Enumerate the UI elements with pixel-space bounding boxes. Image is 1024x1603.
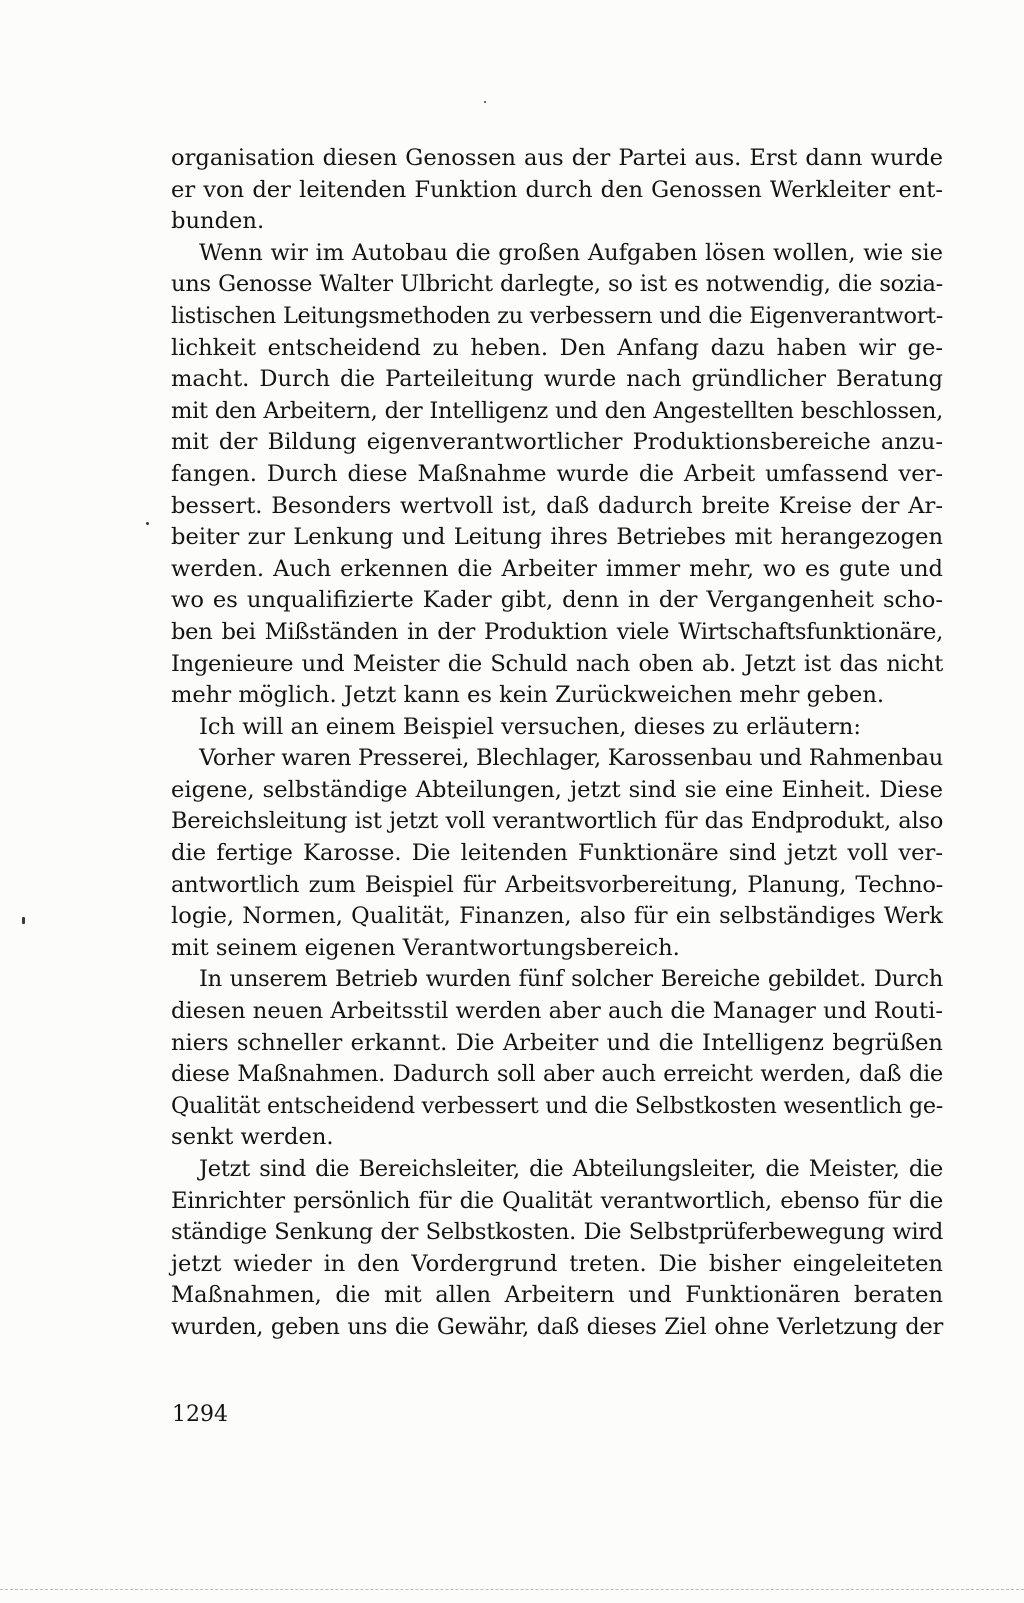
text-line: In unserem Betrieb wurden fünf solcher Bereiche gebildet. Durch	[199, 966, 943, 993]
text-line: werden. Auch erkennen die Arbeiter immer mehr, wo es gute und	[171, 555, 943, 582]
text-line: mit der Bildung eigenverantwortlicher Produktionsbereiche anzu-	[171, 429, 943, 456]
text-line: ständige Senkung der Selbstkosten. Die Selbstprüferbewegung wird	[171, 1219, 943, 1246]
text-line: fangen. Durch diese Maßnahme wurde die Arbeit umfassend ver-	[171, 460, 943, 487]
text-line: die fertige Karosse. Die leitenden Funktionäre sind jetzt voll ver-	[171, 840, 943, 867]
text-line: lichkeit entscheidend zu heben. Den Anfang dazu haben wir ge-	[171, 334, 943, 361]
ink-speck	[146, 522, 149, 525]
text-line: diesen neuen Arbeitsstil werden aber auch die Manager und Routi-	[171, 998, 943, 1025]
text-line: wurden, geben uns die Gewähr, daß dieses Ziel ohne Verletzung der	[171, 1313, 943, 1340]
text-line: niers schneller erkannt. Die Arbeiter und die Intelligenz begrüßen	[171, 1029, 943, 1056]
scan-edge-line	[0, 1589, 1024, 1591]
text-line: logie, Normen, Qualität, Finanzen, also für ein selbständiges Werk	[171, 903, 943, 930]
text-line: ben bei Mißständen in der Produktion viele Wirtschaftsfunktionäre,	[171, 618, 943, 645]
text-line: bessert. Besonders wertvoll ist, daß dadurch breite Kreise der Ar-	[171, 492, 943, 519]
text-line: macht. Durch die Parteileitung wurde nach gründlicher Beratung	[171, 366, 943, 393]
text-line: organisation diesen Genossen aus der Partei aus. Erst dann wurde	[171, 145, 943, 171]
text-line: Ich will an einem Beispiel versuchen, dieses zu erläutern:	[199, 713, 861, 740]
page-number: 1294	[172, 1402, 228, 1427]
ink-speck	[484, 101, 486, 103]
text-line: mit seinem eigenen Verantwortungsbereich.	[171, 934, 680, 961]
text-line: Qualität entscheidend verbessert und die Selbstkosten wesentlich ge-	[171, 1092, 943, 1119]
text-line: jetzt wieder in den Vordergrund treten. Die bisher eingeleiteten	[171, 1250, 943, 1277]
text-line: listischen Leitungsmethoden zu verbessern und die Eigenverantwort-	[171, 302, 943, 329]
text-line: eigene, selbständige Abteilungen, jetzt sind sie eine Einheit. Diese	[171, 776, 943, 803]
text-line: Wenn wir im Autobau die großen Aufgaben lösen wollen, wie sie	[199, 239, 943, 266]
text-line: Bereichsleitung ist jetzt voll verantwortlich für das Endprodukt, also	[171, 808, 943, 835]
text-line: antwortlich zum Beispiel für Arbeitsvorbereitung, Planung, Techno-	[171, 871, 943, 898]
ink-speck	[22, 917, 25, 924]
text-line: beiter zur Lenkung und Leitung ihres Betriebes mit herangezogen	[171, 524, 943, 551]
text-line: diese Maßnahmen. Dadurch soll aber auch erreicht werden, daß die	[171, 1061, 943, 1088]
text-line: Ingenieure und Meister die Schuld nach oben ab. Jetzt ist das nicht	[171, 650, 943, 677]
body-text	[171, 143, 943, 1344]
text-line: uns Genosse Walter Ulbricht darlegte, so ist es notwendig, die sozia-	[171, 271, 943, 298]
text-line: bunden.	[171, 208, 265, 235]
text-line: Vorher waren Presserei, Blechlager, Karossenbau und Rahmenbau	[199, 745, 943, 772]
text-line: Maßnahmen, die mit allen Arbeitern und Funktionären beraten	[171, 1282, 943, 1309]
text-line: wo es unqualifizierte Kader gibt, denn in der Vergangenheit scho-	[171, 587, 943, 614]
text-line: Einrichter persönlich für die Qualität verantwortlich, ebenso für die	[171, 1187, 943, 1214]
text-line: mit den Arbeitern, der Intelligenz und den Angestellten beschlossen,	[171, 397, 943, 424]
text-line: Jetzt sind die Bereichsleiter, die Abteilungsleiter, die Meister, die	[199, 1156, 943, 1182]
text-line: mehr möglich. Jetzt kann es kein Zurückweichen mehr geben.	[171, 682, 885, 709]
text-line: er von der leitenden Funktion durch den Genossen Werkleiter ent-	[171, 176, 943, 203]
text-line: senkt werden.	[171, 1124, 334, 1151]
